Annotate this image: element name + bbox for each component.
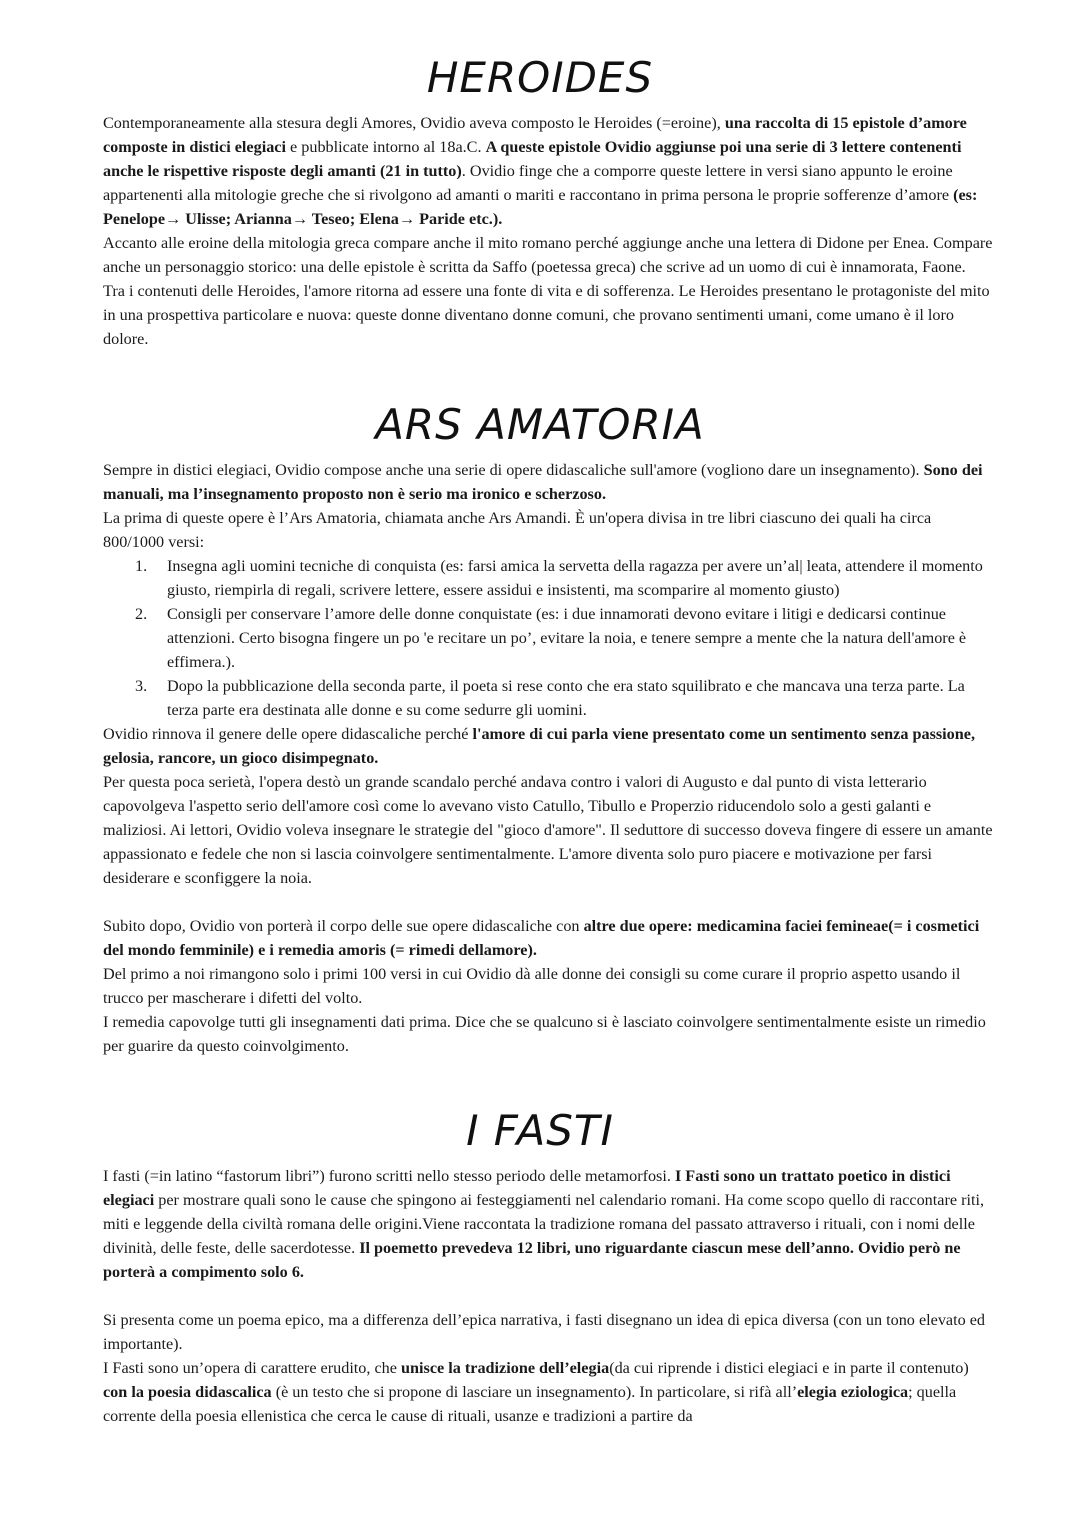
ars-paragraph-5 — [103, 914, 993, 962]
bold-text-run: unisce la tradizione dell’elegia — [401, 1359, 610, 1377]
heroides-section — [103, 111, 993, 351]
heroides-paragraph-1 — [103, 111, 993, 231]
fasti-paragraph-3 — [103, 1356, 993, 1428]
ars-paragraph-4: Per questa poca serietà, l'opera destò un grande scandalo perché andava contro i valori di Augusto e dal punto di vista letterario capovolgeva l'aspetto serio dell'amore così come lo avevano visto Catullo, Tibullo e Properzio riducendolo solo a gesti galanti e maliziosi. Ai lettori, Ovidio voleva insegnare le strategie del "gioco d'amore". Il seduttore di successo doveva fingere di essere un amante appassionato e fedele che non si lascia coinvolgere sentimentalmente. L'amore diventa solo puro piacere e motivazione per farsi desiderare e sconfiggere la noia. — [103, 773, 993, 887]
text-run: Sempre in distici elegiaci, Ovidio compose anche una serie di opere didascaliche sull'amore (vogliono dare un insegnamento). — [103, 461, 924, 479]
ars-paragraph-2: La prima di queste opere è l’Ars Amatoria, chiamata anche Ars Amandi. È un'opera divisa in tre libri ciascuno dei quali ha circa 800/1000 versi: — [103, 509, 932, 551]
list-number: 1. — [135, 557, 148, 575]
fasti-section — [103, 1164, 993, 1428]
list-text: Consigli per conservare l’amore delle donne conquistate (es: i due innamorati devono evitare i litigi e dedicarsi continue attenzioni. Certo bisogna fingere un po 'e recitare un po’, evitare la noia, e tenere sempre a mente che la natura dell'amore è effimera.). — [167, 605, 967, 671]
text-run: Contemporaneamente alla stesura degli Amores, Ovidio aveva composto le Heroides (=eroine), — [103, 114, 725, 132]
text-run: e pubblicate intorno al 18a.C. — [285, 138, 486, 156]
text-run: . Ovidio finge che a comporre queste lettere in versi siano appunto le eroine appartenenti alla mitologie greche che si rivolgono ad amanti o mariti e raccontano in prima persona le proprie sofferenze d’amore — [103, 162, 954, 204]
text-run: Ovidio rinnova il genere delle opere didascaliche perché — [103, 725, 473, 743]
list-item — [103, 554, 993, 602]
bold-text-run: Il poemetto prevedeva 12 libri, uno riguardante ciascun mese dell’anno. Ovidio però ne porterà a compimento solo 6. — [103, 1239, 961, 1281]
fasti-paragraph-1 — [103, 1164, 993, 1284]
heroides-paragraph-3: Tra i contenuti delle Heroides, l'amore ritorna ad essere una fonte di vita e di sofferenza. Le Heroides presentano le protagoniste del mito in una prospettiva particolare e nuova: queste donne diventano donne comuni, che provano sentimenti umani, come umano è il loro dolore. — [103, 282, 990, 348]
text-run: (da cui riprende i distici elegiaci e in parte il contenuto) — [609, 1359, 969, 1377]
ars-amatoria-section — [103, 458, 993, 1058]
bold-text-run: elegia eziologica — [797, 1383, 909, 1401]
list-item — [103, 674, 993, 722]
heroides-title: HEROIDES — [426, 53, 654, 102]
ars-paragraph-7: I remedia capovolge tutti gli insegnamenti dati prima. Dice che se qualcuno si è lasciato coinvolgere sentimentalmente esiste un rimedio per guarire da questo coinvolgimento. — [103, 1013, 986, 1055]
bold-text-run: l'amore di cui parla viene presentato come un sentimento senza passione, gelosia, rancore, un gioco disimpegnato. — [103, 725, 975, 767]
list-number: 3. — [135, 677, 148, 695]
text-run: Subito dopo, Ovidio von porterà il corpo delle sue opere didascaliche con — [103, 917, 584, 935]
bold-text-run: Sono dei manuali, ma l’insegnamento proposto non è serio ma ironico e scherzoso. — [103, 461, 983, 503]
bold-text-run: una raccolta di 15 epistole d’amore composte in distici elegiaci — [103, 114, 967, 156]
text-run: ; quella corrente della poesia ellenistica che cerca le cause di rituali, usanze e tradizioni a partire da — [103, 1383, 957, 1425]
fasti-paragraph-2: Si presenta come un poema epico, ma a differenza dell’epica narrativa, i fasti disegnano un idea di epica diversa (con un tono elevato ed importante). — [103, 1311, 986, 1353]
ars-paragraph-6: Del primo a noi rimangono solo i primi 100 versi in cui Ovidio dà alle donne dei consigli su come curare il proprio aspetto usando il trucco per mascherare i difetti del volto. — [103, 965, 961, 1007]
list-text: Insegna agli uomini tecniche di conquista (es: farsi amica la servetta della ragazza per avere un’al| leata, attendere il momento giusto, riempirla di regali, scrivere lettere, essere assidui e insistenti, ma scomparire al momento giusto) — [167, 557, 983, 599]
list-text: Dopo la pubblicazione della seconda parte, il poeta si rese conto che era stato squilibrato e che mancava una terza parte. La terza parte era destinata alle donne e su come sedurre gli uomini. — [167, 677, 965, 719]
list-item — [103, 602, 993, 674]
ars-paragraph-1 — [103, 458, 993, 506]
fasti-title: I FASTI — [466, 1106, 614, 1155]
text-run: (è un testo che si propone di lasciare un insegnamento). In particolare, si rifà all’ — [271, 1383, 798, 1401]
bold-text-run: A queste epistole Ovidio aggiunse poi una serie di 3 lettere contenenti anche le rispettive risposte degli amanti (21 in tutto) — [103, 138, 962, 180]
bold-text-run: con la poesia didascalica — [103, 1383, 272, 1401]
text-run: I fasti (=in latino “fastorum libri”) furono scritti nello stesso periodo delle metamorfosi. — [103, 1167, 675, 1185]
bold-text-run: (es: Penelope→ Ulisse; Arianna→ Teseo; Elena→ Paride etc.). — [103, 186, 978, 228]
text-run: per mostrare quali sono le cause che spingono ai festeggiamenti nel calendario romani. Ha come scopo quello di raccontare riti, miti e leggende della civiltà romana delle origini.Viene raccontata la tradizione romana del passato attraverso i rituali, con i nomi delle divinità, delle feste, delle sacerdotesse. — [103, 1191, 984, 1257]
heroides-paragraph-2: Accanto alle eroine della mitologia greca compare anche il mito romano perché aggiunge anche una lettera di Didone per Enea. Compare anche un personaggio storico: una delle epistole è scritta da Saffo (poetessa greca) che scrive ad un uomo di cui è innamorata, Faone. — [103, 234, 993, 276]
list-number: 2. — [135, 605, 148, 623]
ars-amatoria-title: ARS AMATORIA — [375, 400, 705, 449]
ars-paragraph-3 — [103, 722, 993, 770]
text-run: I Fasti sono un’opera di carattere erudito, che — [103, 1359, 402, 1377]
bold-text-run: I Fasti sono un trattato poetico in distici elegiaci — [103, 1167, 951, 1209]
ars-books-list — [103, 554, 993, 722]
bold-text-run: altre due opere: medicamina faciei femineae(= i cosmetici del mondo femminile) e i remedia amoris (= rimedi dellamore). — [103, 917, 980, 959]
